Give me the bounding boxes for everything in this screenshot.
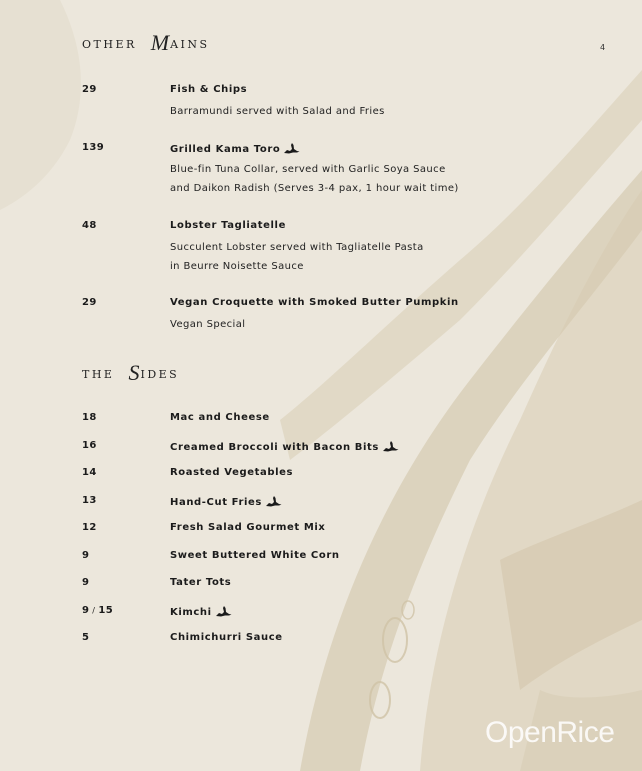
item-name: Lobster Tagliatelle bbox=[170, 220, 286, 231]
item-description bbox=[170, 160, 459, 198]
item-price: 18 bbox=[82, 412, 97, 423]
item-price: 29 bbox=[82, 84, 97, 95]
bird-icon bbox=[265, 495, 282, 507]
item-price: 12 bbox=[82, 522, 97, 533]
item-price: 9 bbox=[82, 549, 90, 561]
section-title-the-sides bbox=[82, 360, 179, 386]
section-title-prefix: THE bbox=[82, 368, 115, 381]
bird-icon bbox=[215, 605, 232, 617]
item-name: Grilled Kama Toro bbox=[170, 144, 281, 155]
item-price: 48 bbox=[82, 220, 97, 231]
section-title-initial: M bbox=[150, 30, 170, 55]
page-number: 4 bbox=[600, 43, 606, 52]
item-name-row bbox=[170, 220, 286, 231]
item-name: Creamed Broccoli with Bacon Bits bbox=[170, 441, 379, 453]
item-price: 5 bbox=[82, 632, 90, 643]
bird-icon bbox=[382, 440, 399, 452]
item-price: 29 bbox=[82, 297, 97, 308]
item-name-row bbox=[170, 577, 231, 588]
item-name: Kimchi bbox=[170, 606, 212, 618]
item-description-line: Vegan Special bbox=[170, 319, 246, 330]
item-description bbox=[170, 238, 424, 276]
item-price-separator: / bbox=[89, 605, 99, 615]
item-description-line: Blue-fin Tuna Collar, served with Garlic Soya Sauce bbox=[170, 164, 446, 175]
section-title-rest: AINS bbox=[170, 38, 210, 51]
item-name-row bbox=[170, 467, 293, 478]
item-name-row bbox=[170, 550, 340, 561]
item-name: Tater Tots bbox=[170, 577, 232, 588]
item-description bbox=[170, 102, 385, 121]
item-name: Sweet Buttered White Corn bbox=[170, 549, 340, 561]
item-name-row bbox=[170, 84, 247, 95]
item-price: 16 bbox=[82, 439, 97, 451]
item-name-row bbox=[170, 297, 459, 308]
item-name-row bbox=[170, 412, 270, 423]
item-price bbox=[82, 605, 113, 616]
item-name-row bbox=[170, 522, 325, 533]
item-description-line: and Daikon Radish (Serves 3-4 pax, 1 hour wait time) bbox=[170, 183, 459, 194]
item-name: Fish & Chips bbox=[170, 84, 248, 95]
item-price: 13 bbox=[82, 494, 97, 506]
section-title-prefix: OTHER bbox=[82, 38, 137, 51]
item-description-line: in Beurre Noisette Sauce bbox=[170, 261, 304, 272]
item-price-alt: 15 bbox=[98, 604, 114, 616]
item-name: Vegan Croquette with Smoked Butter Pumpkin bbox=[170, 297, 459, 308]
item-name: Roasted Vegetables bbox=[170, 467, 294, 478]
section-title-other-mains bbox=[82, 30, 210, 56]
item-name-row bbox=[170, 632, 283, 643]
item-price: 14 bbox=[82, 467, 97, 478]
item-price: 139 bbox=[82, 142, 105, 153]
item-description bbox=[170, 315, 245, 334]
item-name: Fresh Salad Gourmet Mix bbox=[170, 522, 326, 533]
item-name: Hand-Cut Fries bbox=[170, 496, 262, 508]
openrice-watermark: OpenRice bbox=[485, 716, 615, 749]
bird-icon bbox=[283, 142, 300, 154]
item-price-main: 9 bbox=[82, 604, 90, 616]
section-title-initial: S bbox=[128, 360, 140, 385]
item-name-row bbox=[170, 495, 282, 508]
item-name: Chimichurri Sauce bbox=[170, 632, 283, 643]
item-name-row bbox=[170, 142, 300, 155]
item-description-line: Succulent Lobster served with Tagliatelle Pasta bbox=[170, 242, 424, 253]
item-name-row bbox=[170, 605, 232, 618]
item-description-line: Barramundi served with Salad and Fries bbox=[170, 106, 385, 117]
section-title-rest: IDES bbox=[140, 368, 180, 381]
item-price: 9 bbox=[82, 577, 90, 588]
item-name: Mac and Cheese bbox=[170, 412, 270, 423]
item-name-row bbox=[170, 440, 399, 453]
